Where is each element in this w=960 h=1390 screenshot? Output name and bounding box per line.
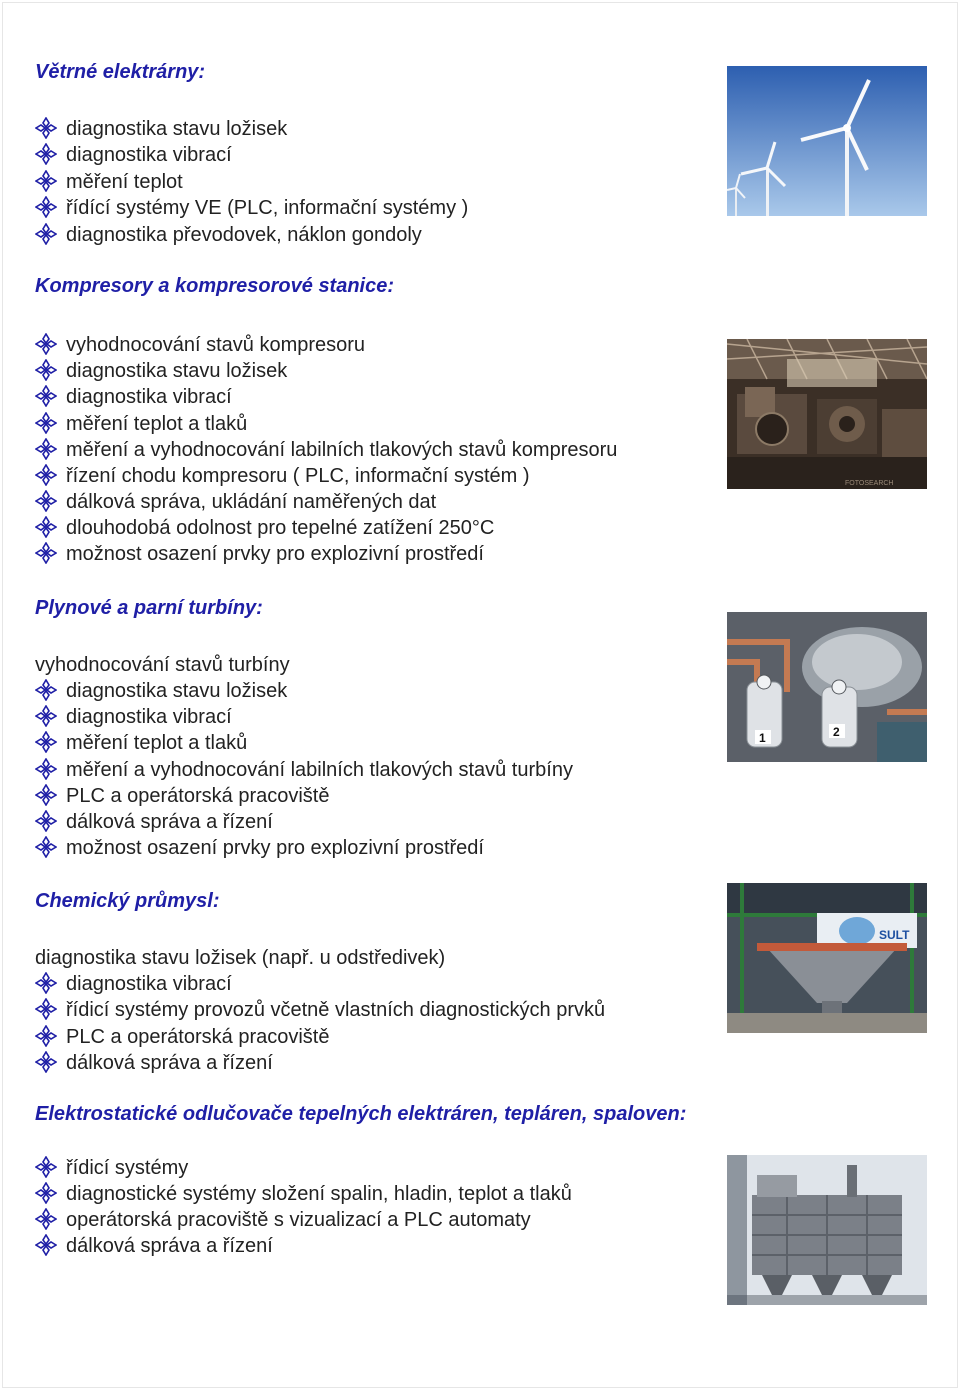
bullet-icon [35, 1182, 57, 1204]
bullet-icon [35, 836, 57, 858]
bullet-icon [35, 1156, 57, 1178]
bullet-icon [35, 1234, 57, 1256]
heading-turbines: Plynové a parní turbíny: [35, 597, 263, 619]
turbine-hall-photo [727, 612, 927, 762]
bullet-icon [35, 1051, 57, 1073]
bullet-icon [35, 542, 57, 564]
heading-wind-power: Větrné elektrárny: [35, 61, 206, 83]
chemical-plant-photo [727, 883, 927, 1033]
list-item: diagnostické systémy složení spalin, hladin, teplot a tlaků [35, 1181, 572, 1207]
list-item: diagnostika stavu ložisek [35, 358, 287, 384]
list-item: měření teplot [35, 169, 183, 195]
bullet-icon [35, 972, 57, 994]
list-item: diagnostika stavu ložisek (např. u odstředivek) [35, 947, 446, 969]
bullet-icon [35, 1025, 57, 1047]
svg-text:1: 1 [759, 731, 766, 745]
bullet-icon [35, 170, 57, 192]
list-item: dálková správa, ukládání naměřených dat [35, 489, 436, 515]
bullet-icon [35, 490, 57, 512]
list-item: vyhodnocování stavů kompresoru [35, 332, 365, 358]
compressor-station-photo [727, 339, 927, 489]
bullet-icon [35, 412, 57, 434]
list-item: PLC a operátorská pracoviště [35, 783, 329, 809]
list-item: řídící systémy VE (PLC, informační systémy ) [35, 195, 468, 221]
list-item: dálková správa a řízení [35, 1233, 273, 1259]
heading-compressors: Kompresory a kompresorové stanice: [35, 275, 395, 297]
bullet-icon [35, 196, 57, 218]
list-item: diagnostika vibrací [35, 971, 232, 997]
bullet-icon [35, 998, 57, 1020]
list-item: měření a vyhodnocování labilních tlakových stavů turbíny [35, 757, 573, 783]
list-item: diagnostika vibrací [35, 142, 232, 168]
wind-turbines-photo [727, 66, 927, 216]
bullet-icon [35, 758, 57, 780]
list-item: možnost osazení prvky pro explozivní prostředí [35, 541, 484, 567]
bullet-icon [35, 143, 57, 165]
heading-chemical: Chemický průmysl: [35, 890, 220, 912]
list-item: řídicí systémy [35, 1155, 188, 1181]
list-item: řízení chodu kompresoru ( PLC, informační systém ) [35, 463, 530, 489]
list-item: vyhodnocování stavů turbíny [35, 654, 290, 676]
bullet-icon [35, 810, 57, 832]
list-item: operátorská pracoviště s vizualizací a PLC automaty [35, 1207, 531, 1233]
heading-electrostatic-precipitators: Elektrostatické odlučovače tepelných elektráren, tepláren, spaloven: [35, 1103, 687, 1125]
svg-text:FOTOSEARCH: FOTOSEARCH [845, 480, 894, 487]
list-item: dálková správa a řízení [35, 809, 273, 835]
bullet-icon [35, 731, 57, 753]
list-item: možnost osazení prvky pro explozivní prostředí [35, 835, 484, 861]
svg-text:SULT: SULT [879, 928, 910, 942]
list-item: diagnostika vibrací [35, 384, 232, 410]
bullet-icon [35, 516, 57, 538]
bullet-icon [35, 679, 57, 701]
list-item: řídicí systémy provozů včetně vlastních diagnostických prvků [35, 997, 605, 1023]
list-item: diagnostika převodovek, náklon gondoly [35, 222, 422, 248]
list-item: měření teplot a tlaků [35, 411, 247, 437]
bullet-icon [35, 385, 57, 407]
svg-text:2: 2 [833, 725, 840, 739]
electrostatic-precipitator-photo [727, 1155, 927, 1305]
list-item: dálková správa a řízení [35, 1050, 273, 1076]
list-item: diagnostika stavu ložisek [35, 678, 287, 704]
bullet-icon [35, 705, 57, 727]
list-item: měření teplot a tlaků [35, 730, 247, 756]
bullet-icon [35, 1208, 57, 1230]
bullet-icon [35, 784, 57, 806]
list-item: PLC a operátorská pracoviště [35, 1024, 329, 1050]
bullet-icon [35, 359, 57, 381]
bullet-icon [35, 438, 57, 460]
list-item: dlouhodobá odolnost pro tepelné zatížení 250°C [35, 515, 494, 541]
bullet-icon [35, 464, 57, 486]
list-item: diagnostika stavu ložisek [35, 116, 287, 142]
list-item: měření a vyhodnocování labilních tlakových stavů kompresoru [35, 437, 617, 463]
bullet-icon [35, 333, 57, 355]
list-item: diagnostika vibrací [35, 704, 232, 730]
bullet-icon [35, 223, 57, 245]
bullet-icon [35, 117, 57, 139]
